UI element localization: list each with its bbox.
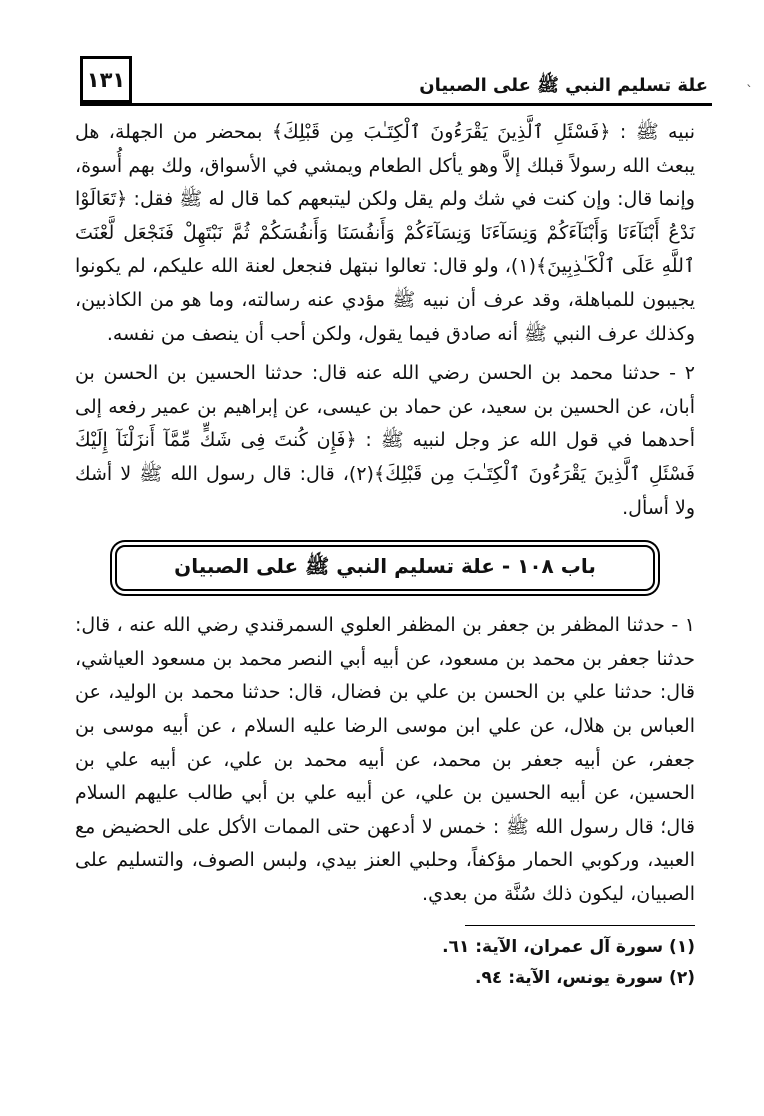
running-title: علة تسليم النبي ﷺ على الصبيان (419, 75, 708, 96)
hadith-2: ٢ - حدثنا محمد بن الحسن رضي الله عنه قال: حدثنا الحسين بن الحسن بن أبان، عن الحسين بن سعيد، عن حماد بن عيسى، عن إبراهيم بن عمير رفعه إلى أحدهما في قول الله عز وجل لنبيه ﷺ : ﴿فَإِن كُنتَ فِى شَكٍّ مِّمَّآ أَنزَلْنَآ إِلَيْكَ فَسْئَلِ ٱلَّذِينَ يَقْرَءُونَ ٱلْكِتَـٰبَ مِن قَبْلِكَ﴾(٢)، قال: قال رسول الله ﷺ لا أشك ولا أسأل. (75, 362, 695, 519)
header-rule (80, 103, 712, 106)
paragraph-1: نبيه ﷺ : ﴿فَسْئَلِ ٱلَّذِينَ يَقْرَءُونَ ٱلْكِتَـٰبَ مِن قَبْلِكَ﴾ بمحضر من الجهلة، هل يبعث الله رسولاً قبلك إلاَّ وهو يأكل الطعام ويمشي في الأسواق، ولك بهم أُسوة، وإنما قال: وإن كنت في شك ولم يقل ولكن ليتبعهم كما قال له ﷺ فقل: ﴿تَعَالَوْا نَدْعُ أَبْنَآءَنَا وَأَبْنَآءَكُمْ وَنِسَآءَنَا وَنِسَآءَكُمْ وَأَنفُسَنَا وَأَنفُسَكُمْ ثُمَّ نَبْتَهِلْ فَنَجْعَل لَّعْنَتَ ٱللَّهِ عَلَى ٱلْكَـٰذِبِينَ﴾(١)، ولو قال: تعالوا نبتهل فنجعل لعنة الله عليكم، لم يكونوا يجيبون للمباهلة، وقد عرف أن نبيه ﷺ مؤدي عنه رسالته، وما هو من الكاذبين، وكذلك عرف النبي ﷺ أنه صادق فيما يقول، ولكن أحب أن ينصف من نفسه. (75, 121, 695, 345)
margin-mark: ` (746, 84, 753, 100)
chapter-heading: باب ١٠٨ - علة تسليم النبي ﷺ على الصبيان (115, 545, 655, 591)
running-header (80, 56, 712, 106)
chapter-hadith-1: ١ - حدثنا المظفر بن جعفر بن المظفر العلوي السمرقندي رضي الله عنه ، قال: حدثنا جعفر بن محمد بن مسعود، عن أبيه أبي النصر محمد بن مسعود العياشي، قال: حدثنا علي بن الحسن بن علي بن فضال، قال: حدثنا محمد بن الوليد، عن العباس بن هلال، عن علي ابن موسى الرضا عليه السلام ، عن أبيه موسى بن جعفر، عن أبيه جعفر بن محمد، عن أبيه محمد بن علي، عن أبيه علي بن الحسين، عن أبيه الحسين بن علي، عن أبيه علي بن أبي طالب عليهم السلام قال؛ قال رسول الله ﷺ : خمس لا أدعهن حتى الممات الأكل على الحضيض مع العبيد، وركوبي الحمار مؤكفاً، وحلبي العنز بيدي، ولبس الصوف، والتسليم على الصبيان، ليكون ذلك سُنَّة من بعدي. (75, 614, 695, 905)
footnote-1: (١) سورة آل عمران، الآية: ٦١. (442, 937, 695, 958)
page-body (75, 116, 695, 994)
footnote-separator (465, 925, 695, 926)
page-number: ١٣١ (80, 56, 132, 103)
footnote-2: (٢) سورة يونس، الآية: ٩٤. (475, 968, 695, 989)
